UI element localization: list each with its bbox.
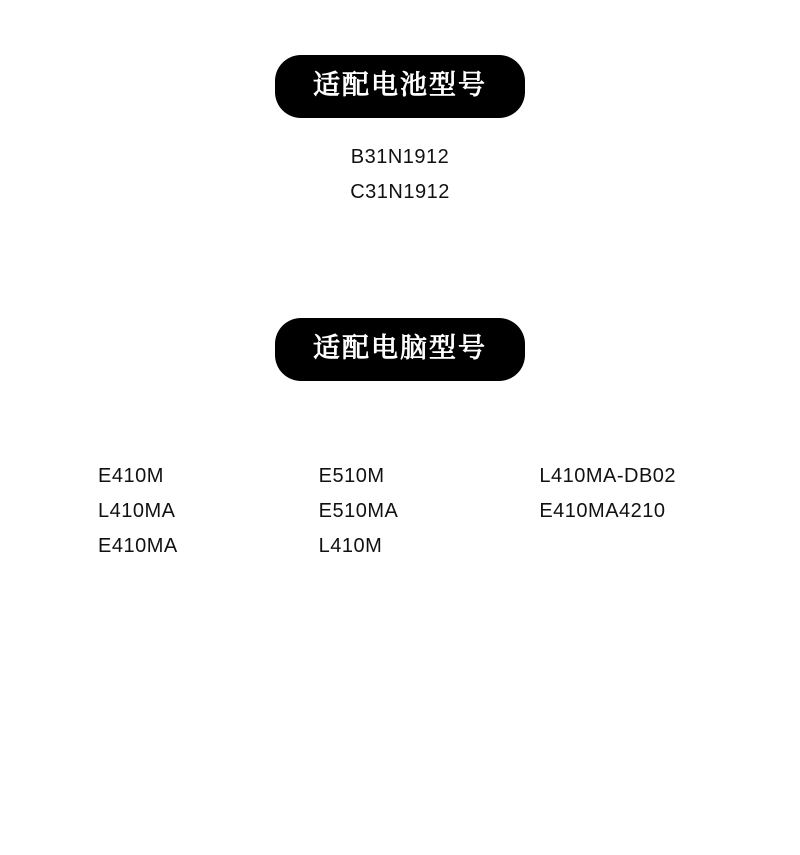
laptop-model-item: L410MA: [98, 500, 176, 522]
laptop-model-item: E510M: [318, 465, 385, 487]
laptop-model-item: E510MA: [318, 500, 399, 522]
laptop-model-item: L410M: [318, 535, 383, 557]
laptop-model-item: E410MA4210: [539, 500, 666, 522]
product-spec-page: [0, 55, 800, 855]
laptop-model-columns: [0, 459, 800, 564]
laptop-model-item: E410MA: [98, 535, 178, 557]
battery-model-item: B31N1912: [350, 146, 450, 168]
battery-model-item: C31N1912: [350, 181, 450, 203]
laptop-model-column: [98, 459, 319, 564]
laptop-model-item: E410M: [98, 465, 164, 487]
laptop-section-heading: 适配电脑型号: [275, 318, 525, 381]
laptop-model-column: [319, 459, 540, 564]
laptop-model-item: L410MA-DB02: [539, 465, 677, 487]
battery-model-list: [0, 140, 800, 210]
battery-section-heading: 适配电池型号: [275, 55, 525, 118]
battery-section-header-row: [0, 55, 800, 118]
laptop-model-column: [539, 459, 760, 564]
laptop-section-header-row: [0, 318, 800, 381]
